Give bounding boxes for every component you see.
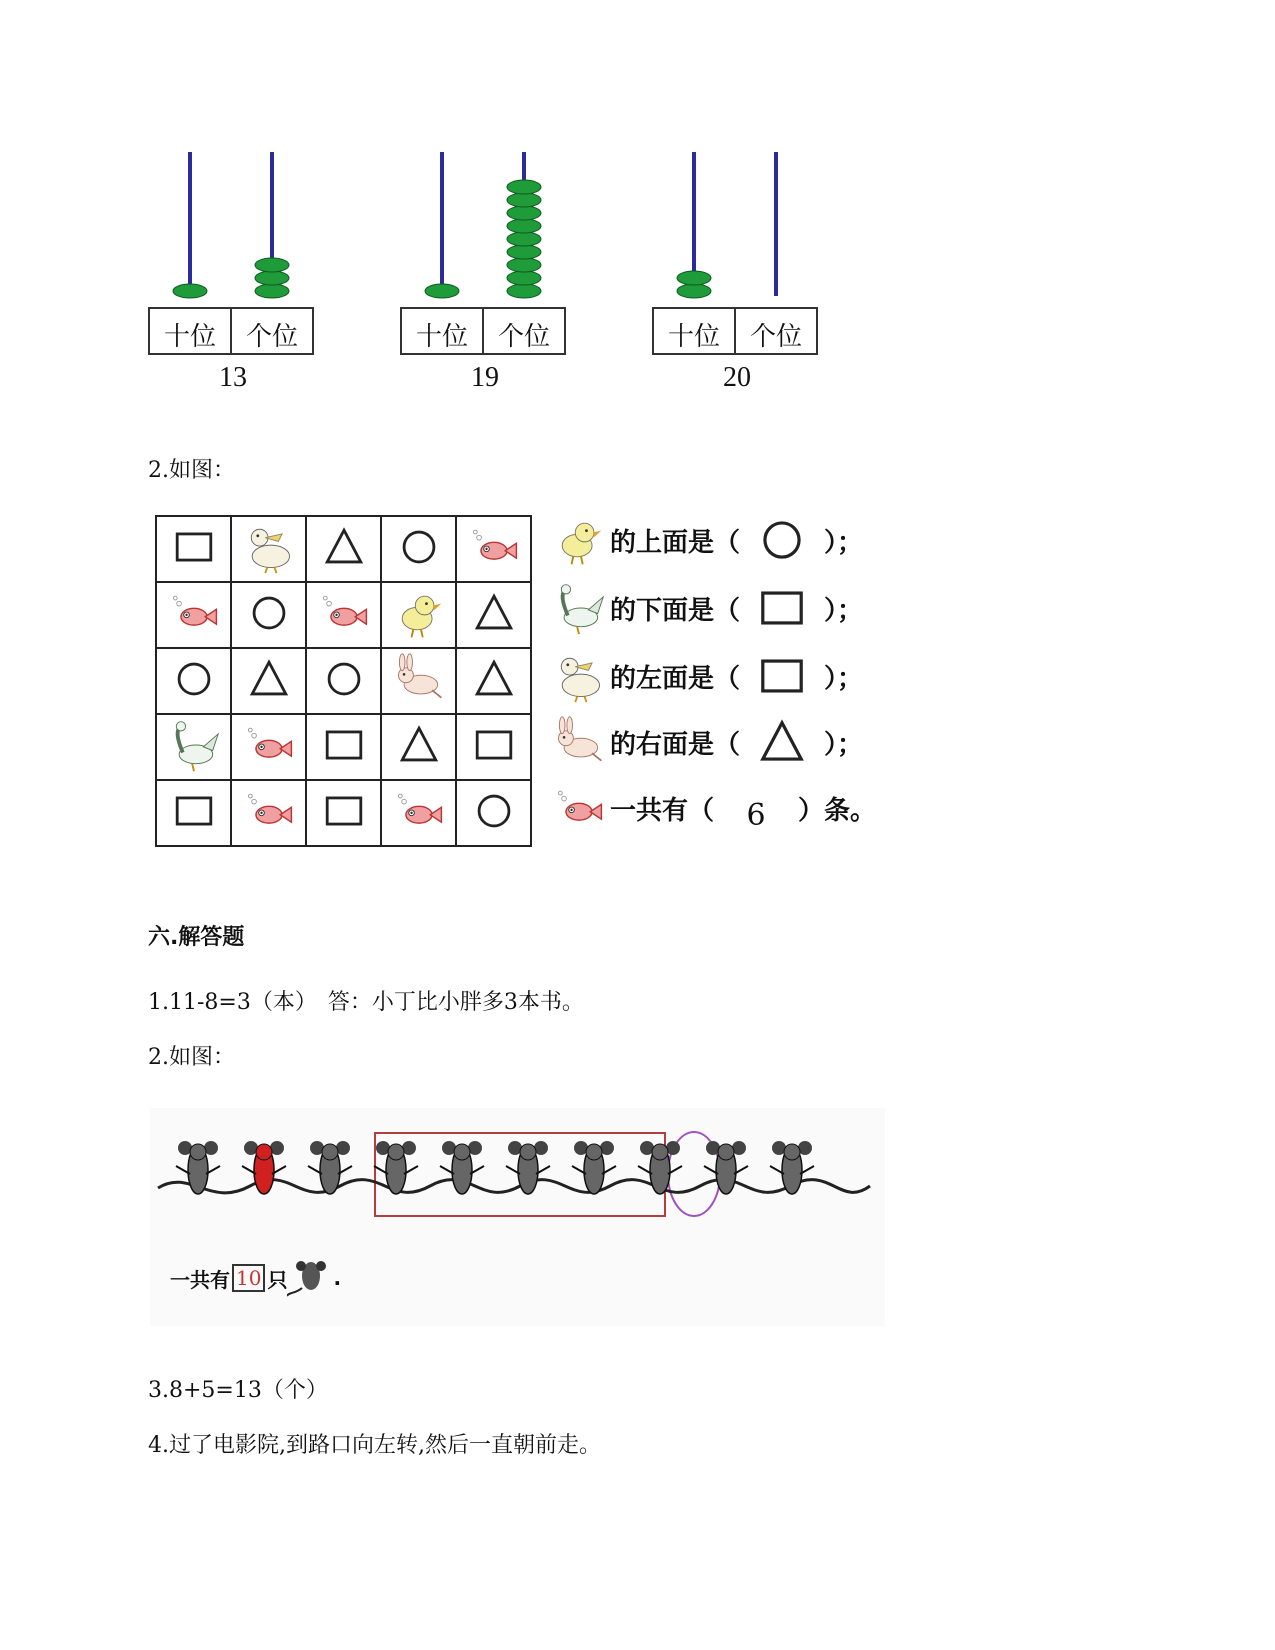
ones-bead: [507, 206, 541, 220]
chick-icon: [551, 512, 607, 568]
ones-label: 个位: [497, 322, 550, 352]
question-animal: [548, 713, 610, 771]
grid-cell: [156, 714, 231, 780]
duck-icon: [551, 648, 607, 704]
triangle-icon: [466, 585, 522, 641]
duck-icon: [241, 519, 297, 575]
question-answer: [740, 647, 824, 705]
square-icon: [316, 783, 372, 839]
triangle-icon: [241, 651, 297, 707]
grid-cell: [456, 714, 531, 780]
abacus-number: 19: [471, 362, 499, 393]
answer-3: 3.8+5=13（个）: [148, 1378, 328, 1403]
question-end: ）；: [824, 663, 864, 694]
grid-cell: [381, 582, 456, 648]
ones-bead: [255, 284, 289, 298]
chick-icon: [391, 585, 447, 641]
question-end: ）；: [824, 729, 864, 760]
grid-cell: [381, 516, 456, 582]
question-animal: [548, 647, 610, 705]
ones-bead: [507, 180, 541, 194]
grid-cell: [156, 582, 231, 648]
question-line: [548, 646, 863, 706]
abacus-19: [400, 150, 570, 400]
grid-cell: [456, 780, 531, 846]
ones-bead: [507, 258, 541, 272]
goose-icon: [166, 717, 222, 773]
ones-bead: [255, 271, 289, 285]
mouse-caption: [170, 1258, 341, 1298]
circle-icon: [166, 651, 222, 707]
grid-cell: [381, 714, 456, 780]
abacus-20: [652, 150, 822, 400]
tens-label: 十位: [163, 322, 216, 352]
answer-1: 1.11-8=3（本） 答：小丁比小胖多3本书。: [148, 990, 584, 1015]
answer-2-label: 2.如图：: [148, 1045, 235, 1070]
ones-bead: [507, 245, 541, 259]
grid-cell: [306, 648, 381, 714]
triangle-icon: [316, 519, 372, 575]
grid-cell: [156, 516, 231, 582]
question-animal: [548, 579, 610, 637]
question-text: 的左面是（: [610, 663, 741, 694]
square-icon: [466, 717, 522, 773]
tens-bead: [677, 284, 711, 298]
grid-cell: [381, 648, 456, 714]
mouse: [374, 1141, 418, 1194]
circle-icon: [316, 651, 372, 707]
question-animal: [548, 511, 610, 569]
triangle-icon: [750, 710, 814, 774]
square-icon: [316, 717, 372, 773]
mouse: [506, 1141, 550, 1194]
fish-icon: [166, 585, 222, 641]
section-title: 六.解答题: [148, 925, 245, 950]
rabbit-icon: [391, 651, 447, 707]
question-text: 的下面是（: [610, 595, 741, 626]
grid-cell: [156, 648, 231, 714]
ones-bead: [255, 258, 289, 272]
goose-icon: [551, 580, 607, 636]
grid-cell: [456, 516, 531, 582]
question-text: 的右面是（: [610, 729, 741, 760]
question-text: 一共有（: [610, 795, 715, 826]
mouse: [176, 1141, 220, 1194]
caption-count: 10: [232, 1264, 265, 1292]
question-end: ）；: [824, 595, 864, 626]
question-line: [548, 778, 876, 838]
fish-icon: [466, 519, 522, 575]
question-end: ）条。: [798, 795, 877, 826]
fish-icon: [316, 585, 372, 641]
question-answer: [740, 579, 824, 637]
grid-cell: [456, 582, 531, 648]
ones-label: 个位: [245, 322, 298, 352]
caption-end: .: [333, 1266, 342, 1290]
circle-icon: [391, 519, 447, 575]
caption-suffix: 只: [267, 1267, 288, 1292]
grid-row: [156, 516, 531, 582]
question-line: [548, 712, 863, 772]
question-line: [548, 510, 863, 570]
fish-icon: [391, 783, 447, 839]
tens-bead: [173, 284, 207, 298]
square-icon: [166, 783, 222, 839]
tens-bead: [425, 284, 459, 298]
abacus-13: [148, 150, 318, 400]
grid-cell: [306, 516, 381, 582]
q2-label: 2.如图：: [148, 458, 235, 483]
question-line: [548, 578, 863, 638]
triangle-icon: [466, 651, 522, 707]
tens-label: 十位: [667, 322, 720, 352]
rabbit-icon: [551, 714, 607, 770]
square-icon: [166, 519, 222, 575]
question-answer: 6: [746, 797, 766, 833]
ones-bead: [507, 193, 541, 207]
question-end: ）；: [824, 527, 864, 558]
grid-cell: [381, 780, 456, 846]
caption-prefix: 一共有: [170, 1267, 230, 1292]
question-animal: [548, 779, 610, 837]
square-icon: [750, 576, 814, 640]
grid-row: [156, 714, 531, 780]
grid-cell: [231, 582, 306, 648]
circle-icon: [241, 585, 297, 641]
circle-icon: [466, 783, 522, 839]
mouse: [308, 1141, 352, 1194]
ones-bead: [507, 271, 541, 285]
tens-label: 十位: [415, 322, 468, 352]
mouse: [770, 1141, 814, 1194]
grid-row: [156, 648, 531, 714]
triangle-icon: [391, 717, 447, 773]
question-answer: [740, 713, 824, 771]
answer-4: 4.过了电影院,到路口向左转,然后一直朝前走。: [148, 1433, 601, 1458]
abacus-number: 13: [219, 362, 247, 393]
grid-cell: [306, 714, 381, 780]
tens-bead: [677, 271, 711, 285]
question-answer: [740, 511, 824, 569]
fish-icon: [241, 717, 297, 773]
mouse-icon: [287, 1258, 333, 1298]
fish-icon: [241, 783, 297, 839]
grid-cell: [231, 516, 306, 582]
grid-cell: [306, 780, 381, 846]
grid-cell: [231, 714, 306, 780]
grid-cell: [456, 648, 531, 714]
grid-cell: [231, 648, 306, 714]
grid-cell: [156, 780, 231, 846]
abacus-number: 20: [723, 362, 751, 393]
ones-bead: [507, 219, 541, 233]
circle-icon: [750, 508, 814, 572]
grid-row: [156, 582, 531, 648]
mouse-figure: [150, 1108, 885, 1326]
grid-row: [156, 780, 531, 846]
fish-icon: [551, 780, 607, 836]
grid-cell: [231, 780, 306, 846]
ones-bead: [507, 284, 541, 298]
shape-grid: [155, 515, 532, 847]
grid-cell: [306, 582, 381, 648]
ones-bead: [507, 232, 541, 246]
square-icon: [750, 644, 814, 708]
mouse: [638, 1141, 682, 1194]
ones-label: 个位: [749, 322, 802, 352]
question-text: 的上面是（: [610, 527, 741, 558]
